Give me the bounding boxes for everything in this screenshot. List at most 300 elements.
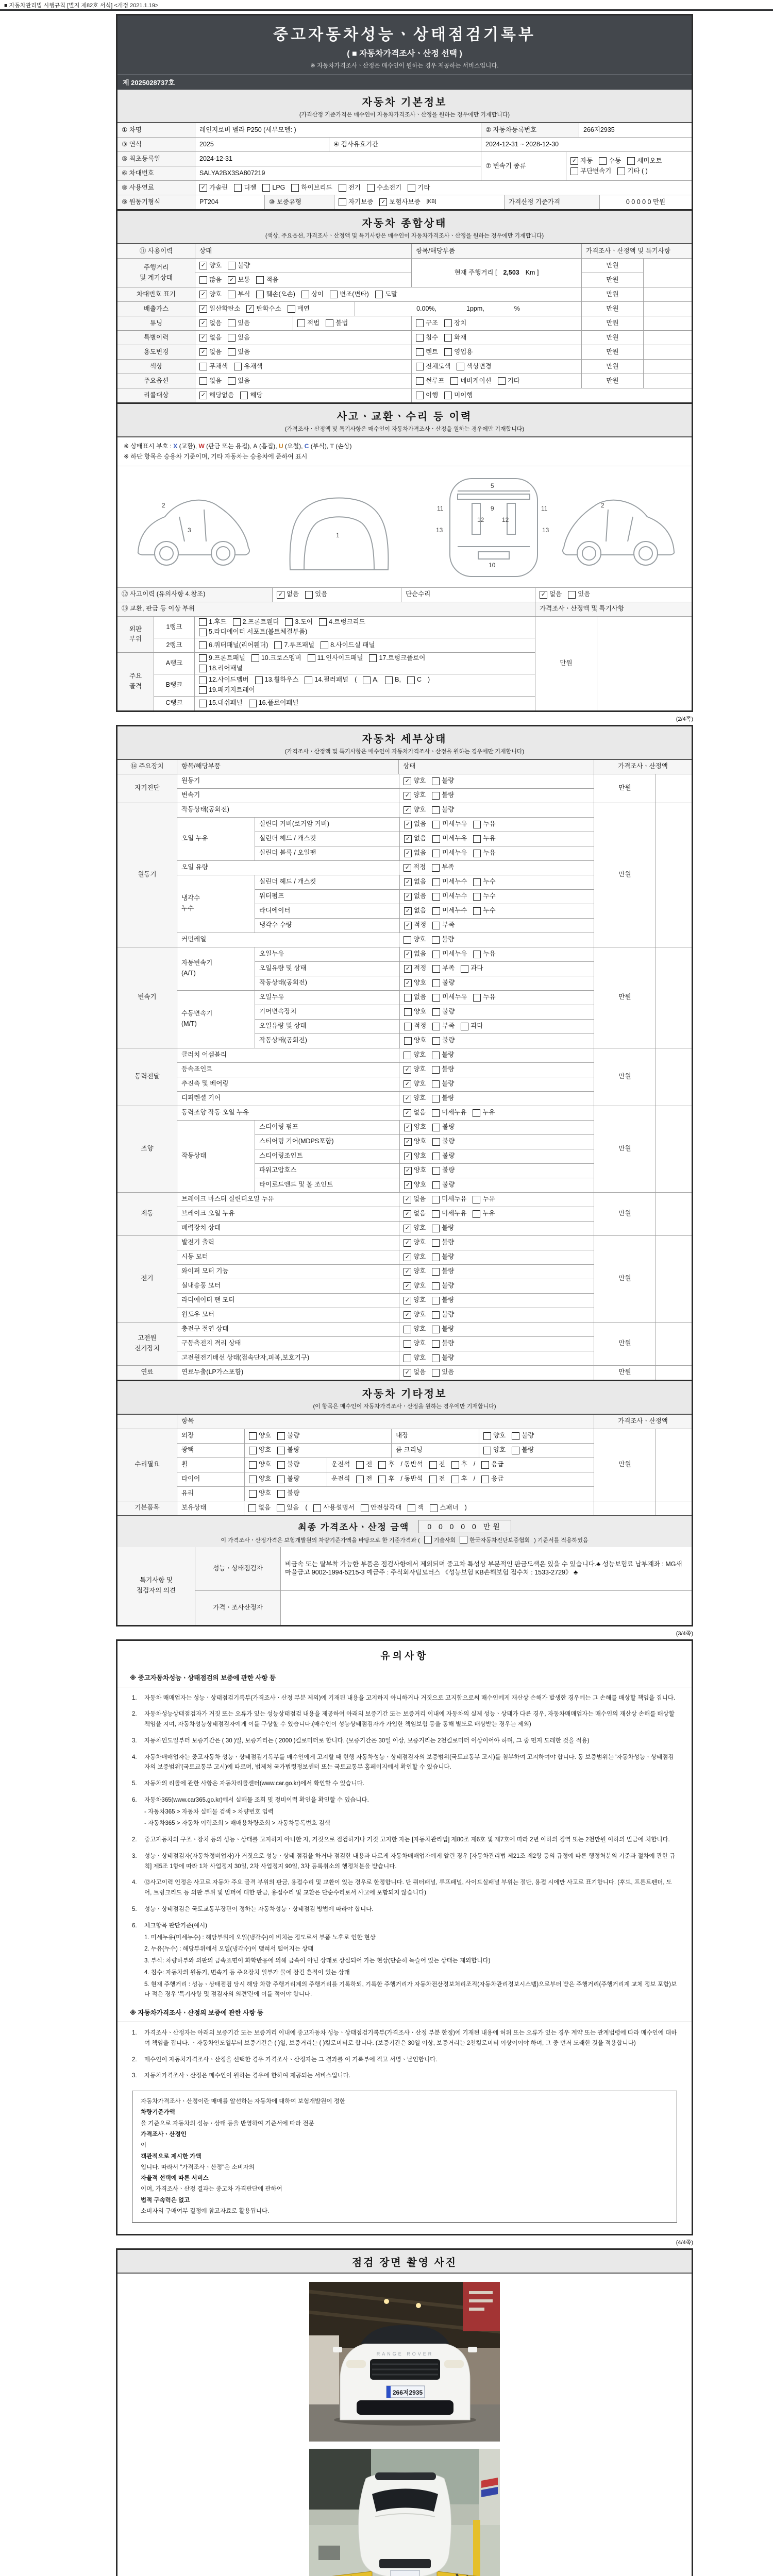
checkbox[interactable]: [319, 618, 327, 626]
checkbox[interactable]: ✓: [246, 305, 254, 313]
checkbox[interactable]: [432, 1109, 440, 1117]
checkbox[interactable]: [199, 276, 207, 284]
checkbox[interactable]: [432, 965, 440, 973]
checkbox[interactable]: [404, 1326, 411, 1333]
checkbox[interactable]: ✓: [277, 591, 284, 599]
cell: [643, 345, 692, 359]
checkbox[interactable]: [404, 936, 411, 944]
checkbox[interactable]: ✓: [404, 821, 412, 828]
checkbox[interactable]: ✓: [404, 1138, 412, 1146]
checkbox[interactable]: [404, 1037, 412, 1045]
checkbox[interactable]: [473, 893, 481, 901]
checkbox-option: [432, 835, 467, 843]
checkbox-label: 19.패키지트레이: [209, 686, 255, 693]
checkbox[interactable]: [432, 1066, 440, 1074]
checkbox[interactable]: [432, 792, 440, 800]
checkbox[interactable]: [473, 951, 481, 958]
checkbox[interactable]: [277, 1504, 284, 1512]
checkbox[interactable]: [255, 676, 263, 684]
checkbox[interactable]: [473, 1210, 480, 1218]
checkbox[interactable]: [378, 1476, 386, 1483]
checkbox[interactable]: ✓: [404, 1109, 411, 1117]
cell: [411, 388, 692, 402]
checkbox[interactable]: [408, 1504, 415, 1512]
checkbox[interactable]: [432, 922, 440, 929]
checkbox[interactable]: [627, 157, 635, 165]
checkbox[interactable]: [432, 1369, 440, 1377]
text: 법적 구속력은 없고: [141, 2197, 190, 2204]
checkbox-option: [199, 319, 222, 328]
cell: [399, 832, 594, 846]
cell: [399, 991, 594, 1005]
checkbox[interactable]: ✓: [199, 334, 207, 342]
checkbox[interactable]: ✓: [404, 893, 412, 901]
checkbox[interactable]: [288, 305, 295, 313]
checkbox[interactable]: [432, 1340, 440, 1348]
checkbox[interactable]: [432, 994, 440, 1002]
legend-token: T: [330, 443, 334, 450]
checkbox-option: [288, 305, 310, 313]
checkbox[interactable]: ✓: [404, 951, 412, 958]
checkbox[interactable]: [473, 878, 481, 886]
text: 윈도우 모터: [181, 1311, 214, 1318]
checkbox[interactable]: [424, 1536, 432, 1544]
checkbox[interactable]: [233, 618, 241, 626]
checkbox-label: 없음: [414, 835, 427, 842]
checkbox[interactable]: ✓: [404, 907, 412, 915]
table-row: [117, 947, 692, 1048]
checkbox[interactable]: [277, 1476, 285, 1483]
checkbox[interactable]: [498, 377, 506, 385]
checkbox[interactable]: [339, 184, 346, 192]
checkbox[interactable]: ✓: [404, 1268, 411, 1276]
table-row: [177, 1077, 594, 1091]
checkbox-option: [483, 1446, 506, 1454]
checkbox[interactable]: [599, 157, 607, 165]
checkbox[interactable]: [444, 334, 452, 342]
checkbox-label: 2.프론트휀더: [242, 618, 279, 625]
checkbox[interactable]: ✓: [404, 1167, 412, 1175]
checkbox[interactable]: [451, 1461, 459, 1469]
item-number: 2.: [132, 1837, 137, 1843]
checkbox[interactable]: [512, 1447, 519, 1454]
checkbox[interactable]: [481, 1476, 489, 1483]
checkbox[interactable]: [326, 319, 333, 327]
checkbox[interactable]: [361, 1504, 368, 1512]
page-marker-2: (2/4쪽): [676, 716, 693, 722]
checkbox[interactable]: [457, 363, 464, 370]
checkbox-label: 미세누유: [442, 1195, 467, 1203]
checkbox[interactable]: [330, 291, 338, 298]
checkbox[interactable]: [404, 1354, 411, 1362]
checkbox-option: [199, 262, 222, 270]
checkbox[interactable]: ✓: [404, 1225, 411, 1232]
checkbox[interactable]: [234, 363, 242, 370]
item-subtext: - 자동차365 > 자동차 이력조회 > 매매용차량조회 > 자동차등록번호 검색: [144, 1820, 330, 1827]
checkbox-label: 없음: [413, 1210, 426, 1217]
cell: [255, 976, 399, 990]
text: 이며, 가격조사ㆍ산정 결과는 중고차 가격판단에 관하여: [141, 2186, 282, 2193]
overall-state-table: [117, 244, 692, 402]
checkbox[interactable]: [432, 1124, 440, 1131]
text: 만원: [560, 659, 573, 667]
checkbox[interactable]: [404, 1023, 412, 1030]
checkbox[interactable]: [432, 821, 440, 828]
checkbox[interactable]: [432, 1023, 440, 1030]
checkbox[interactable]: [432, 864, 440, 872]
checkbox[interactable]: [432, 1326, 440, 1333]
checkbox[interactable]: ✓: [404, 1066, 411, 1074]
cell: [581, 302, 643, 316]
checkbox[interactable]: [416, 319, 424, 327]
page-marker-3: (3/4쪽): [676, 1630, 693, 1637]
checkbox[interactable]: ✓: [404, 835, 412, 843]
checkbox-label: 없음: [414, 950, 427, 958]
checkbox[interactable]: [285, 618, 293, 626]
table-row: [255, 832, 594, 846]
text: ⑫ 사고이력 (유의사항 4.참조): [122, 590, 206, 598]
checkbox[interactable]: [313, 1504, 321, 1512]
checkbox[interactable]: [274, 641, 282, 649]
checkbox[interactable]: [228, 334, 236, 342]
checkbox[interactable]: ✓: [404, 1181, 412, 1189]
checkbox[interactable]: ✓: [404, 922, 412, 929]
checkbox[interactable]: [199, 676, 207, 684]
checkbox[interactable]: [305, 591, 313, 599]
checkbox[interactable]: [473, 1196, 480, 1204]
checkbox[interactable]: [228, 377, 236, 385]
checkbox[interactable]: [404, 1052, 411, 1059]
checkbox[interactable]: [451, 1476, 459, 1483]
checkbox[interactable]: [450, 377, 458, 385]
checkbox[interactable]: [249, 1490, 257, 1498]
checkbox[interactable]: ✓: [199, 348, 207, 356]
checkbox[interactable]: ✓: [404, 850, 412, 857]
checkbox[interactable]: [473, 821, 481, 828]
checkbox[interactable]: [432, 1153, 440, 1160]
checkbox[interactable]: [416, 334, 424, 342]
checkbox[interactable]: [432, 1253, 440, 1261]
checkbox[interactable]: [432, 1239, 440, 1247]
checkbox[interactable]: [473, 1109, 480, 1117]
checkbox[interactable]: [461, 1023, 468, 1030]
checkbox[interactable]: [432, 1282, 440, 1290]
cell: [177, 861, 399, 875]
checkbox[interactable]: [432, 1196, 440, 1204]
cell: [399, 1323, 594, 1336]
checkbox[interactable]: [432, 1354, 440, 1362]
checkbox[interactable]: [277, 1432, 285, 1440]
checkbox[interactable]: ✓: [404, 1153, 412, 1160]
checkbox[interactable]: [248, 1504, 256, 1512]
table-row: [177, 1486, 594, 1501]
checkbox[interactable]: ✓: [404, 1124, 412, 1131]
table-row: [255, 1178, 594, 1192]
checkbox[interactable]: [256, 276, 264, 284]
checkbox[interactable]: [473, 835, 481, 843]
checkbox[interactable]: [228, 319, 236, 327]
cell: [177, 803, 594, 947]
checkbox[interactable]: [461, 965, 468, 973]
checkbox[interactable]: [416, 348, 424, 356]
checkbox[interactable]: [404, 994, 412, 1002]
checkbox[interactable]: ✓: [199, 291, 207, 298]
checkbox[interactable]: [416, 377, 424, 385]
checkbox[interactable]: [432, 777, 440, 785]
checkbox[interactable]: [199, 700, 207, 707]
checkbox[interactable]: ✓: [404, 979, 412, 987]
diagram-part-number: 11: [541, 504, 548, 512]
checkbox[interactable]: [228, 348, 236, 356]
cell: [399, 919, 594, 933]
checkbox[interactable]: [429, 1461, 437, 1469]
checkbox[interactable]: ✓: [404, 777, 411, 785]
checkbox[interactable]: [251, 654, 259, 662]
checkbox[interactable]: [356, 1476, 364, 1483]
checkbox[interactable]: [240, 392, 248, 399]
checkbox[interactable]: [199, 641, 207, 649]
cell: [399, 976, 594, 990]
checkbox-label: 없음: [413, 1368, 426, 1376]
checkbox-option: [432, 921, 455, 929]
text: 발전기 출력: [181, 1239, 214, 1246]
checkbox[interactable]: [199, 686, 207, 694]
checkbox[interactable]: [199, 629, 207, 636]
notice-item: [117, 2052, 692, 2069]
checkbox[interactable]: [429, 1476, 437, 1483]
checkbox[interactable]: [363, 676, 371, 684]
checkbox[interactable]: ✓: [404, 1080, 411, 1088]
checkbox[interactable]: [407, 676, 415, 684]
checkbox[interactable]: [432, 835, 440, 843]
checkbox[interactable]: [199, 363, 207, 370]
checkbox-label: 자동: [580, 157, 593, 164]
checkbox[interactable]: [277, 1461, 285, 1469]
checkbox[interactable]: ✓: [404, 806, 411, 814]
checkbox-label: 미세누수: [442, 892, 467, 900]
checkbox[interactable]: [430, 1504, 438, 1512]
checkbox[interactable]: [404, 1008, 412, 1016]
checkbox[interactable]: [444, 319, 452, 327]
checkbox[interactable]: [444, 392, 452, 399]
checkbox[interactable]: [301, 291, 309, 298]
checkbox[interactable]: ✓: [404, 1239, 411, 1247]
checkbox-label: 불량: [442, 979, 455, 987]
checkbox-option: [432, 907, 467, 915]
checkbox[interactable]: [277, 1490, 285, 1498]
checkbox[interactable]: [385, 676, 393, 684]
checkbox[interactable]: [432, 951, 440, 958]
table-row: [117, 137, 692, 151]
checkbox[interactable]: ✓: [404, 1210, 411, 1218]
checkbox[interactable]: ✓: [228, 276, 236, 284]
form-revision-note: ■ 자동차관리법 시행규칙 [별지 제82호 서식] <개정 2021.1.19>: [4, 3, 159, 9]
checkbox[interactable]: [199, 654, 207, 662]
item-number: 5.: [132, 1781, 137, 1787]
checkbox-option: [444, 392, 473, 400]
checkbox[interactable]: [228, 291, 236, 298]
checkbox[interactable]: [432, 1268, 440, 1276]
cell: [244, 1501, 594, 1515]
final-price-label: 최종 가격조사ㆍ산정 금액: [298, 1522, 410, 1533]
checkbox[interactable]: [234, 184, 242, 192]
checkbox[interactable]: [432, 1297, 440, 1304]
checkbox[interactable]: [199, 377, 207, 385]
checkbox[interactable]: [473, 994, 481, 1002]
checkbox-option: [339, 184, 361, 192]
table-row: [255, 875, 594, 889]
checkbox-option: [432, 806, 454, 814]
checkbox[interactable]: ✓: [379, 198, 387, 206]
text: ): [464, 1504, 467, 1512]
checkbox[interactable]: [568, 591, 576, 599]
checkbox[interactable]: ✓: [404, 1311, 411, 1319]
checkbox[interactable]: [432, 1138, 440, 1146]
text: 항목: [181, 1417, 194, 1425]
checkbox[interactable]: [408, 184, 415, 192]
text: 차량기준가액: [141, 2109, 175, 2116]
checkbox[interactable]: ✓: [404, 1297, 411, 1304]
diagram-part-number: 13: [542, 526, 549, 534]
checkbox[interactable]: [483, 1447, 491, 1454]
text: / 동반석: [400, 1461, 423, 1468]
checkbox[interactable]: ✓: [404, 1282, 411, 1290]
cell: [177, 1106, 399, 1120]
cell: [177, 1351, 399, 1365]
text: 객관적으로 제시한 가액: [141, 2153, 201, 2160]
checkbox[interactable]: ✓: [404, 1095, 411, 1103]
checkbox[interactable]: [321, 641, 328, 649]
section-title: 점검 장면 촬영 사진: [351, 2257, 458, 2269]
text: 0.00%,: [416, 304, 437, 312]
checkbox[interactable]: [367, 184, 375, 192]
table-row: [177, 1250, 594, 1264]
checkbox-label: 불량: [522, 1446, 534, 1454]
checkbox[interactable]: [483, 1432, 491, 1440]
checkbox-label: 없음: [414, 892, 427, 900]
checkbox[interactable]: [297, 319, 305, 327]
checkbox[interactable]: [277, 1447, 285, 1454]
cell: [177, 818, 255, 860]
checkbox[interactable]: [473, 850, 481, 857]
checkbox-option: [404, 1138, 426, 1146]
checkbox[interactable]: ✓: [404, 792, 411, 800]
checkbox[interactable]: [416, 392, 424, 399]
checkbox[interactable]: [432, 1225, 440, 1232]
checkbox[interactable]: [444, 348, 452, 356]
checkbox[interactable]: [249, 1447, 257, 1454]
checkbox[interactable]: [432, 1052, 440, 1059]
checkbox[interactable]: [256, 291, 264, 298]
checkbox[interactable]: [416, 363, 424, 370]
checkbox[interactable]: ✓: [404, 1253, 411, 1261]
checkbox-label: 누유: [483, 849, 496, 857]
checkbox[interactable]: [378, 1461, 386, 1469]
checkbox[interactable]: [308, 654, 315, 662]
checkbox[interactable]: [617, 167, 625, 175]
notice-item: [117, 1832, 692, 1849]
checkbox[interactable]: [432, 1080, 440, 1088]
checkbox[interactable]: [460, 1536, 467, 1544]
item-text: 자동차365(www.car365.go.kr)에서 실매물 조회 및 정비이력 확인을 확인할 수 있습니다. - 자동차365 > 자동차 실매물 검색 > 차량번호 입력 - 자동차365 > 자동차 이력조회 > 매매용차량조회 > 자동차등록번호 검색: [144, 1795, 677, 1829]
checkbox[interactable]: ✓: [199, 305, 207, 313]
checkbox[interactable]: [432, 979, 440, 987]
checkbox[interactable]: ✓: [199, 184, 207, 192]
checkbox[interactable]: ✓: [199, 319, 207, 327]
checkbox[interactable]: ✓: [570, 157, 578, 165]
checkbox[interactable]: [305, 676, 312, 684]
checkbox-label: 불량: [238, 261, 250, 269]
checkbox[interactable]: ✓: [404, 864, 411, 872]
cell: [255, 962, 399, 976]
checkbox[interactable]: ✓: [199, 262, 207, 269]
checkbox[interactable]: [199, 618, 207, 626]
checkbox[interactable]: [473, 907, 481, 915]
checkbox[interactable]: [432, 1008, 440, 1016]
checkbox[interactable]: [199, 665, 207, 672]
checkbox[interactable]: [249, 700, 257, 707]
checkbox[interactable]: ✓: [404, 878, 412, 886]
checkbox[interactable]: [432, 1311, 440, 1319]
text: 연료누출(LP가스포함): [181, 1368, 244, 1376]
text: /: [473, 1475, 476, 1483]
checkbox[interactable]: [432, 1167, 440, 1175]
checkbox[interactable]: [356, 1461, 364, 1469]
checkbox[interactable]: [432, 936, 440, 944]
checkbox[interactable]: [262, 184, 270, 192]
checkbox[interactable]: [432, 893, 440, 901]
table-row: [117, 316, 692, 330]
checkbox[interactable]: [249, 1461, 257, 1469]
checkbox[interactable]: [432, 878, 440, 886]
checkbox[interactable]: [375, 291, 383, 298]
checkbox[interactable]: [249, 1432, 257, 1440]
checkbox[interactable]: [432, 850, 440, 857]
checkbox[interactable]: [432, 1095, 440, 1103]
checkbox[interactable]: [432, 1181, 440, 1189]
checkbox[interactable]: [369, 654, 377, 662]
checkbox[interactable]: ✓: [404, 1196, 411, 1204]
checkbox[interactable]: [432, 907, 440, 915]
checkbox-option: [274, 641, 314, 650]
checkbox[interactable]: [432, 1210, 440, 1218]
text: 만원: [606, 377, 619, 384]
checkbox[interactable]: [339, 198, 346, 206]
checkbox[interactable]: [570, 167, 578, 175]
checkbox[interactable]: [432, 806, 440, 814]
notice-item: [117, 1849, 692, 1875]
checkbox[interactable]: ✓: [540, 591, 547, 599]
checkbox[interactable]: [432, 1037, 440, 1045]
text: (M/T): [181, 1020, 197, 1028]
table-row: [255, 889, 594, 904]
checkbox[interactable]: ✓: [404, 1369, 411, 1377]
checkbox-label: 양호: [413, 1267, 426, 1275]
table-row: [117, 180, 692, 195]
checkbox[interactable]: [512, 1432, 519, 1440]
checkbox[interactable]: [404, 1340, 411, 1348]
checkbox[interactable]: [228, 262, 236, 269]
checkbox[interactable]: [291, 184, 299, 192]
legend-token: (손상): [333, 443, 352, 450]
checkbox[interactable]: [249, 1476, 257, 1483]
checkbox[interactable]: ✓: [404, 965, 412, 973]
legend-token: A: [253, 443, 258, 450]
checkbox-label: 없음: [414, 820, 427, 828]
checkbox[interactable]: ✓: [199, 392, 207, 399]
checkbox[interactable]: [481, 1461, 489, 1469]
cell: [154, 617, 194, 638]
